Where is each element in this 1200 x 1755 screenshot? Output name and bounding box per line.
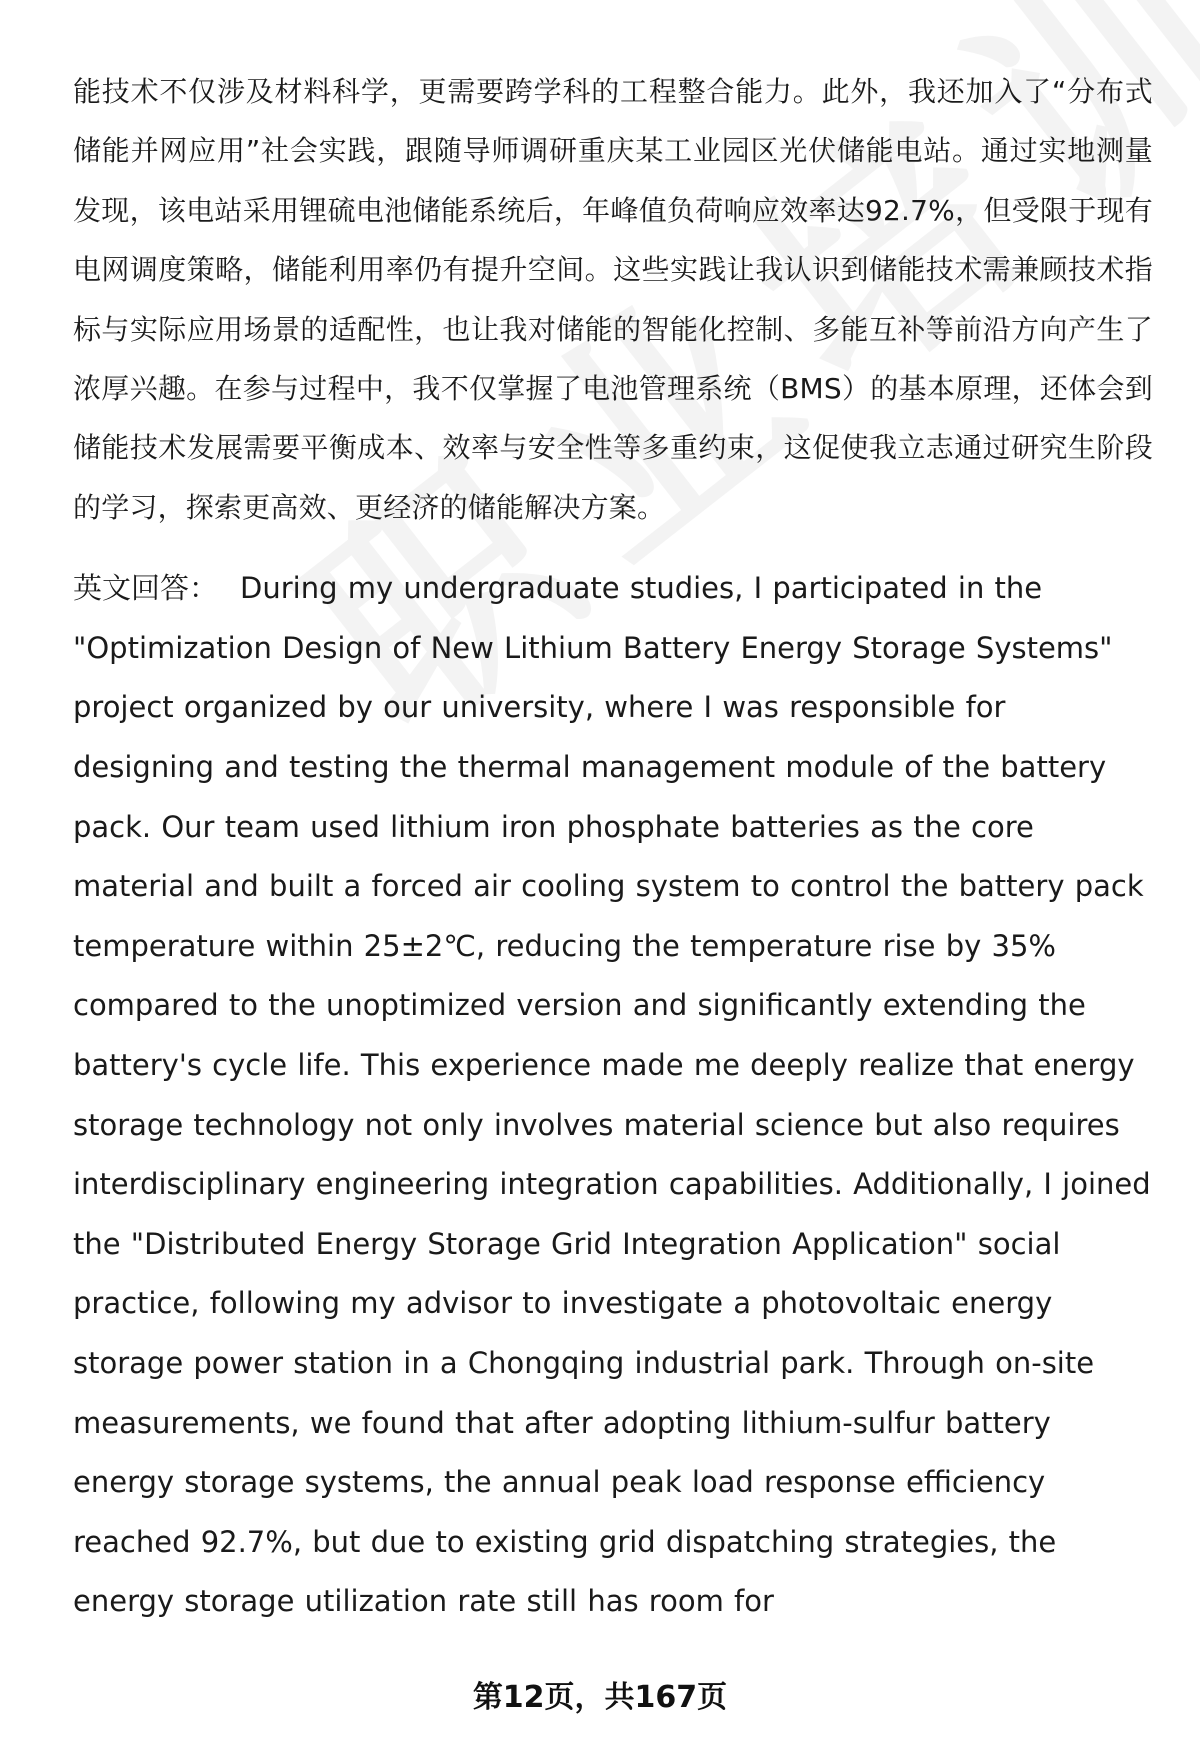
page-number-footer: 第12页，共167页 bbox=[472, 1680, 728, 1715]
page-content bbox=[73, 62, 1153, 1632]
english-answer-text: During my undergraduate studies, I participated in the "Optimization Design of New Lithium Battery Energy Storage Systems" project organized by our university, where I was responsible for designing and testing the thermal management module of the battery pack. Our team used lithium iron phosphate batteries as the core material and built a forced air cooling system to control the battery pack temperature within 25±2℃, reducing the temperature rise by 35% compared to the unoptimized version and significantly extending the battery's cycle life. This experience made me deeply realize that energy storage technology not only involves material science but also requires interdisciplinary engineering integration capabilities. Additionally, I joined the "Distributed Energy Storage Grid Integration Application" social practice, following my advisor to investigate a photovoltaic energy storage power station in a Chongqing industrial park. Through on-site measurements, we found that after adopting lithium-sulfur battery energy storage systems, the annual peak load response efficiency reached 92.7%, but due to existing grid dispatching strategies, the energy storage utilization rate still has room for bbox=[73, 571, 1151, 1619]
chinese-paragraph: 能技术不仅涉及材料科学，更需要跨学科的工程整合能力。此外，我还加入了“分布式储能并网应用”社会实践，跟随导师调研重庆某工业园区光伏储能电站。通过实地测量发现，该电站采用锂硫电池储能系统后，年峰值负荷响应效率达92.7%，但受限于现有电网调度策略，储能利用率仍有提升空间。这些实践让我认识到储能技术需兼顾技术指标与实际应用场景的适配性，也让我对储能的智能化控制、多能互补等前沿方向产生了浓厚兴趣。在参与过程中，我不仅掌握了电池管理系统（BMS）的基本原理，还体会到储能技术发展需要平衡成本、效率与安全性等多重约束，这促使我立志通过研究生阶段的学习，探索更高效、更经济的储能解决方案。 bbox=[73, 75, 1153, 524]
english-answer-paragraph bbox=[73, 559, 1153, 1632]
english-answer-label: 英文回答： bbox=[73, 571, 219, 606]
